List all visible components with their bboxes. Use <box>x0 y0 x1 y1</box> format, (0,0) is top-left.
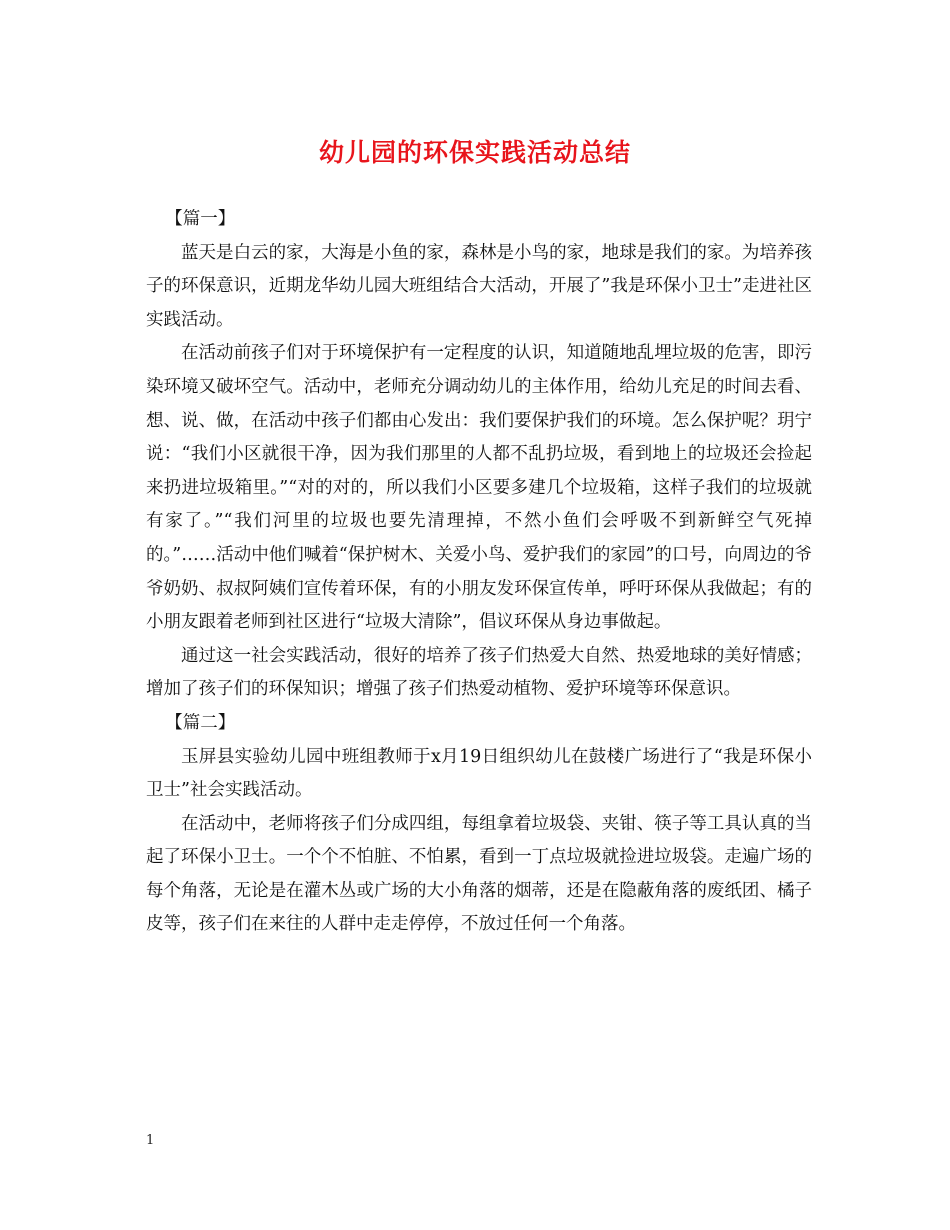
paragraph: 蓝天是白云的家，大海是小鱼的家，森林是小鸟的家，地球是我们的家。为培养孩子的环保意识，近期龙华幼儿园大班组结合大活动，开展了”我是环保小卫士”走进社区实践活动。 <box>146 242 812 330</box>
paragraph: 在活动前孩子们对于环境保护有一定程度的认识，知道随地乱埋垃圾的危害，即污染环境又破坏空气。活动中，老师充分调动幼儿的主体作用，给幼儿充足的时间去看、想、说、做，在活动中孩子们都由心发出：我们要保护我们的环境。怎么保护呢？玥宁说：“我们小区就很干净，因为我们那里的人都不乱扔垃圾，看到地上的垃圾还会捡起来扔进垃圾箱里。”“对的对的，所以我们小区要多建几个垃圾箱，这样子我们的垃圾就有家了。”“我们河里的垃圾也要先清理掉，不然小鱼们会呼吸不到新鲜空气死掉的。”……活动中他们喊着“保护树木、关爱小鸟、爱护我们的家园”的口号，向周边的爷爷奶奶、叔叔阿姨们宣传着环保，有的小朋友发环保宣传单，呼吁环保从我做起；有的小朋友跟着老师到社区进行“垃圾大清除”，倡议环保从身边事做起。 <box>146 343 812 633</box>
document-body <box>146 203 812 942</box>
document-title: 幼儿园的环保实践活动总结 <box>318 138 631 167</box>
page-number: 1 <box>146 1133 155 1148</box>
section-heading-1: 【篇一】 <box>165 209 236 229</box>
paragraph: 在活动中，老师将孩子们分成四组，每组拿着垃圾袋、夹钳、筷子等工具认真的当起了环保小卫士。一个个不怕脏、不怕累，看到一丁点垃圾就捡进垃圾袋。走遍广场的每个角落，无论是在灌木丛或广场的大小角落的烟蒂，还是在隐蔽角落的废纸团、橘子皮等，孩子们在来往的人群中走走停停，不放过任何一个角落。 <box>146 813 812 935</box>
paragraph: 通过这一社会实践活动，很好的培养了孩子们热爱大自然、热爱地球的美好情感；增加了孩子们的环保知识；增强了孩子们热爱动植物、爱护环境等环保意识。 <box>146 645 812 700</box>
paragraph: 玉屏县实验幼儿园中班组教师于x月19日组织幼儿在鼓楼广场进行了“我是环保小卫士”社会实践活动。 <box>146 746 812 801</box>
section-heading-2: 【篇二】 <box>165 712 236 733</box>
